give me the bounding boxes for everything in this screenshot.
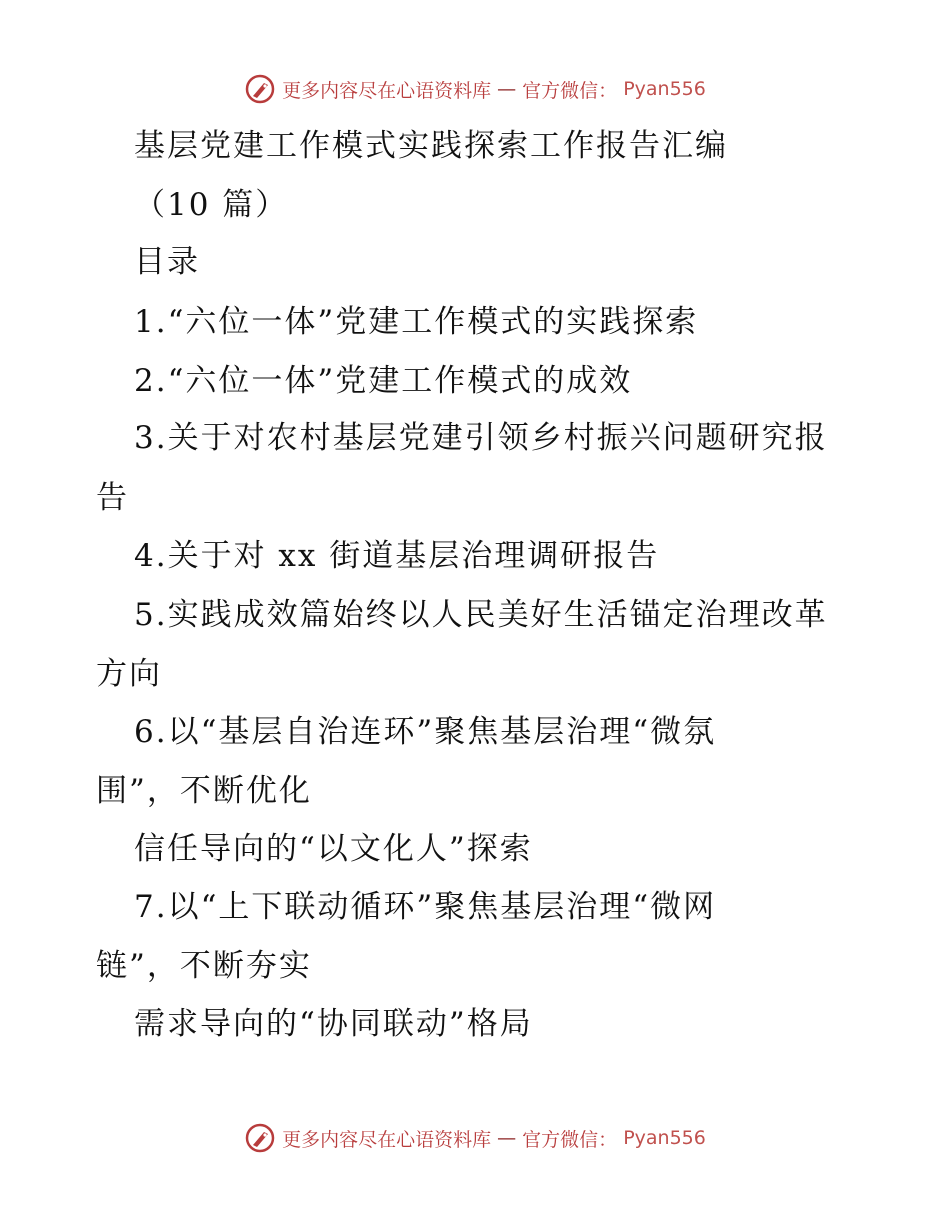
toc-item-continuation: 方向	[96, 656, 162, 692]
toc-item-continuation: 链”，不断夯实	[96, 948, 312, 984]
watermark-wechat-id: Pyan556	[623, 1127, 706, 1149]
toc-item-continuation: 围”，不断优化	[96, 773, 312, 809]
header-watermark	[0, 73, 950, 105]
toc-item-continuation: 信任导向的“以文化人”探索	[134, 831, 533, 867]
watermark-wechat-label: 官方微信：	[522, 79, 618, 102]
toc-item: 1.“六位一体”党建工作模式的实践探索	[134, 304, 699, 340]
toc-item-continuation: 需求导向的“协同联动”格局	[134, 1006, 533, 1042]
toc-item: 3.关于对农村基层党建引领乡村振兴问题研究报	[134, 420, 828, 456]
toc-item: 2.“六位一体”党建工作模式的成效	[134, 363, 633, 399]
toc-item-continuation: 告	[96, 480, 129, 516]
watermark-separator: —	[497, 78, 517, 100]
footer-watermark	[0, 1122, 950, 1154]
document-title: 基层党建工作模式实践探索工作报告汇编	[134, 128, 728, 164]
watermark-label: 更多内容尽在心语资料库	[282, 79, 492, 102]
toc-item: 7.以“上下联动循环”聚焦基层治理“微网	[134, 889, 717, 925]
toc-heading: 目录	[134, 244, 200, 280]
watermark-wechat-id: Pyan556	[623, 78, 706, 100]
watermark-label: 更多内容尽在心语资料库	[282, 1128, 492, 1151]
pen-nib-circle-icon	[244, 1122, 276, 1154]
pen-nib-circle-icon	[244, 73, 276, 105]
watermark-wechat-label: 官方微信：	[522, 1128, 618, 1151]
document-title-count: （10 篇）	[134, 187, 289, 223]
toc-item: 5.实践成效篇始终以人民美好生活锚定治理改革	[134, 597, 828, 633]
watermark-separator: —	[497, 1127, 517, 1149]
toc-item: 6.以“基层自治连环”聚焦基层治理“微氛	[134, 714, 717, 750]
toc-item: 4.关于对 xx 街道基层治理调研报告	[134, 538, 660, 574]
